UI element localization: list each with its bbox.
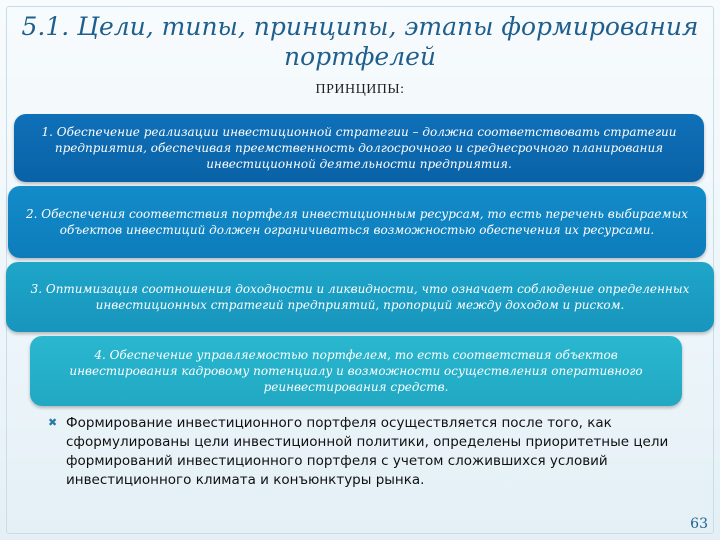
- principle-box-3: [6, 262, 714, 332]
- principles-heading: ПРИНЦИПЫ:: [315, 82, 405, 97]
- principle-box-1: [14, 114, 704, 182]
- slide-title: 5.1. Цели, типы, принципы, этапы формирования портфелей: [21, 12, 699, 71]
- principle-box-4: [30, 336, 682, 406]
- principle-text-4: 4. Обеспечение управляемостью портфелем, то есть соответствия объектов инвестирования кадровому потенциалу и возможности осуществления оперативного реинвестирования средств.: [69, 348, 643, 394]
- principle-text-1: 1. Обеспечение реализации инвестиционной стратегии – должна соответствовать стратегии предприятия, обеспечивая преемственность долгосрочного и среднесрочного планирования инвестиционной деятельности предприятия.: [41, 125, 677, 171]
- x-mark-icon: ✖: [48, 416, 58, 429]
- principle-text-3: 3. Оптимизация соотношения доходности и ликвидности, что означает соблюдение определенных инвестиционных стратегий предприятий, пропорций между доходом и риском.: [30, 282, 690, 312]
- principle-box-2: [8, 186, 706, 258]
- page-number: 63: [690, 516, 708, 532]
- principle-text-2: 2. Обеспечения соответствия портфеля инвестиционным ресурсам, то есть перечень выбираемых объектов инвестиций должен ограничиваться возможностью обеспечения их ресурсами.: [26, 207, 688, 237]
- bullet-item: [48, 414, 680, 490]
- bullet-text: Формирование инвестиционного портфеля осуществляется после того, как сформулированы цели инвестиционной политики, определены приоритетные цели формирований инвестиционного портфеля с учетом сложившихся условий инвестиционного климата и конъюнктуры рынка.: [66, 415, 669, 488]
